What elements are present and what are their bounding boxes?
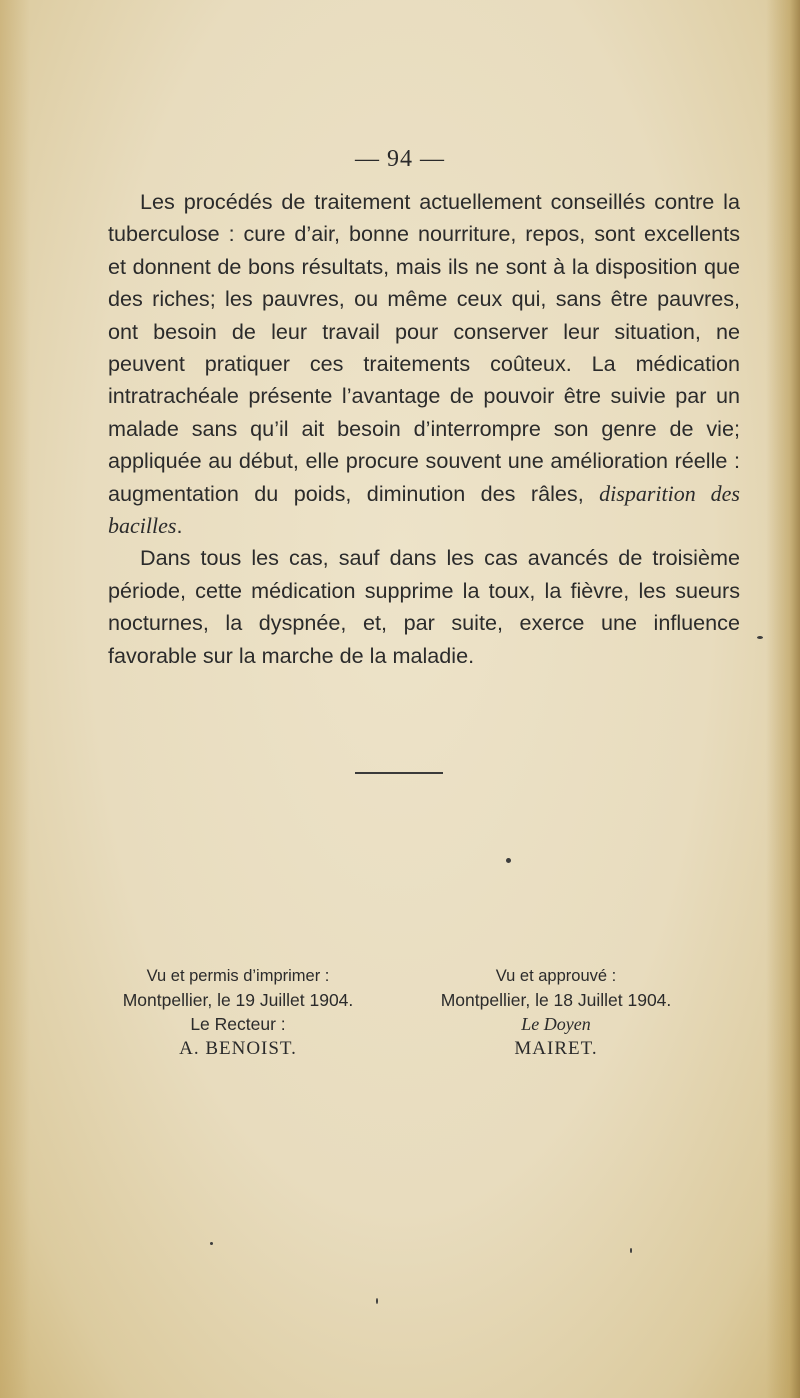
paragraph-1-text: Les procédés de traitement actuellement conseillés contre la tuberculose : cure d’air, bonne nourriture, repos, sont excellents et donnent de bons résultats, mais ils ne sont à la disposition que des riches; les pauvres, ou même ceux qui, sans être pauvres, ont besoin de leur travail pour conserver leur situation, ne peuvent pratiquer ces traitements coûteux. La médication intratrachéale présente l’avantage de pouvoir être suivie par un malade sans qu’il ait besoin d’interrompre son genre de vie; appliquée au début, elle procure souvent une amélioration réelle : augmentation du poids, diminution des râles,	[108, 189, 740, 506]
approval-block	[406, 964, 706, 1061]
paragraph-1-end: .	[176, 513, 183, 539]
imprimatur-place-date: Montpellier, le 19 Juillet 1904.	[122, 990, 354, 1010]
paper-edge-right	[766, 0, 800, 1398]
paragraph-1-italic: disparition des bacilles	[108, 480, 740, 539]
paragraph-2: Dans tous les cas, sauf dans les cas avancés de troisième période, cette médication supprime la toux, la fièvre, les sueurs nocturnes, la dyspnée, et, par suite, exerce une influence favorable sur la marche de la maladie.	[108, 545, 740, 668]
approval-role: Le Doyen	[521, 1014, 591, 1034]
paper-speck	[210, 1242, 213, 1245]
imprimatur-role: Le Recteur :	[190, 1014, 286, 1034]
paper-speck	[506, 858, 511, 863]
page-number: — 94 —	[355, 146, 445, 172]
imprimatur-block	[88, 964, 388, 1061]
approval-place-date: Montpellier, le 18 Juillet 1904.	[440, 990, 672, 1010]
imprimatur-signatory: A. BENOIST.	[179, 1038, 297, 1059]
approval-heading: Vu et approuvé :	[495, 967, 617, 985]
paper-speck	[376, 1298, 378, 1304]
paragraph-1	[108, 186, 740, 542]
imprimatur-heading: Vu et permis d’imprimer :	[146, 967, 330, 985]
paper-speck	[757, 636, 763, 639]
separator-rule	[355, 772, 443, 774]
body-text	[108, 186, 740, 672]
paper-edge-left	[0, 0, 30, 1398]
approval-signatory: MAIRET.	[514, 1038, 598, 1059]
paper-speck	[630, 1248, 632, 1253]
